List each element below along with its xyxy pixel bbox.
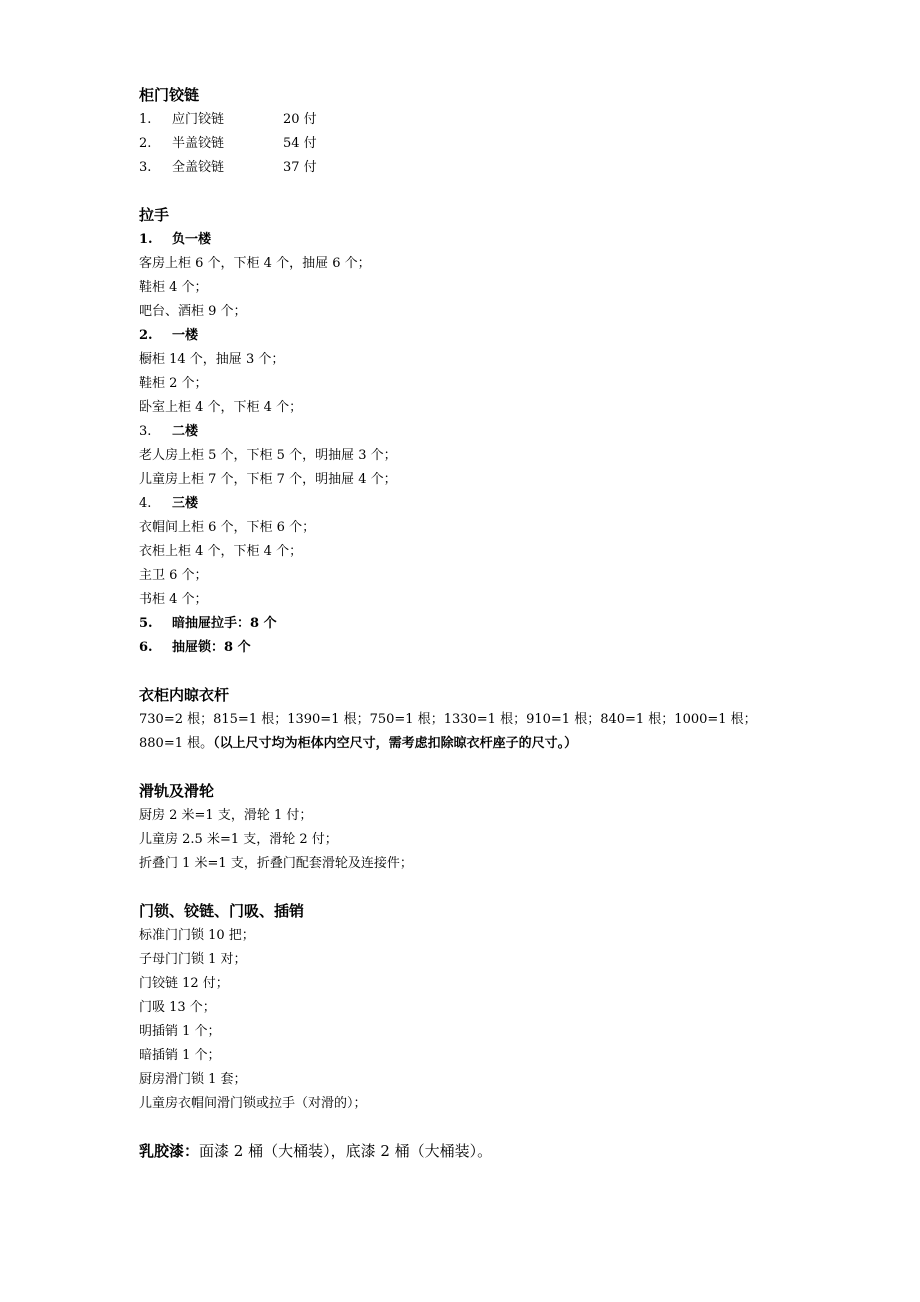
floor-title: 负一楼 bbox=[172, 232, 212, 247]
floor-title: 三楼 bbox=[172, 496, 199, 511]
hinges-heading: 柜门铰链 bbox=[139, 86, 200, 104]
item-name: 半盖铰链 bbox=[172, 136, 225, 151]
floor-heading bbox=[139, 324, 799, 348]
item-name: 全盖铰链 bbox=[172, 160, 225, 175]
paint-text: 面漆 2 桶（大桶装），底漆 2 桶（大桶装）。 bbox=[199, 1142, 493, 1160]
paint-line bbox=[139, 1138, 799, 1164]
floor-number: 1. bbox=[139, 232, 153, 247]
lock-line: 门吸 13 个； bbox=[139, 1000, 216, 1015]
handle-line: 鞋柜 2 个； bbox=[139, 376, 208, 391]
lock-line: 标准门门锁 10 把； bbox=[139, 928, 255, 943]
lock-line: 儿童房衣帽间滑门锁或拉手（对滑的）； bbox=[139, 1096, 367, 1111]
rods-paragraph bbox=[139, 708, 799, 756]
floor-number: 4. bbox=[139, 496, 152, 511]
handle-line: 主卫 6 个； bbox=[139, 568, 208, 583]
item-number: 2. bbox=[139, 136, 152, 151]
document-page bbox=[139, 82, 799, 1164]
floor-title: 二楼 bbox=[172, 424, 199, 439]
handle-line: 鞋柜 4 个； bbox=[139, 280, 208, 295]
handle-line: 衣柜上柜 4 个，下柜 4 个； bbox=[139, 544, 303, 559]
handle-line: 客房上柜 6 个，下柜 4 个，抽屉 6 个； bbox=[139, 256, 371, 271]
lock-line: 明插销 1 个； bbox=[139, 1024, 221, 1039]
floor-title: 一楼 bbox=[172, 328, 199, 343]
lock-line: 门铰链 12 付； bbox=[139, 976, 229, 991]
paint-label: 乳胶漆： bbox=[139, 1142, 200, 1160]
hinge-item bbox=[139, 156, 799, 180]
handles-heading: 拉手 bbox=[139, 206, 170, 224]
item-qty: 20 付 bbox=[283, 112, 317, 127]
rods-note: （以上尺寸均为柜体内空尺寸，需考虑扣除晾衣杆座子的尺寸。） bbox=[213, 736, 578, 751]
lock-line: 厨房滑门锁 1 套； bbox=[139, 1072, 247, 1087]
hinge-item bbox=[139, 108, 799, 132]
item-qty: 54 付 bbox=[283, 136, 317, 151]
handle-line: 儿童房上柜 7 个，下柜 7 个，明抽屉 4 个； bbox=[139, 472, 397, 487]
lock-line: 暗插销 1 个； bbox=[139, 1048, 221, 1063]
rods-heading: 衣柜内晾衣杆 bbox=[139, 686, 230, 704]
handle-line: 老人房上柜 5 个，下柜 5 个，明抽屉 3 个； bbox=[139, 448, 397, 463]
item-number: 5. bbox=[139, 616, 153, 631]
handle-line: 橱柜 14 个，抽屉 3 个； bbox=[139, 352, 285, 367]
item-number: 1. bbox=[139, 112, 152, 127]
item-name: 应门铰链 bbox=[172, 112, 225, 127]
lock-line: 子母门门锁 1 对； bbox=[139, 952, 247, 967]
handle-line: 衣帽间上柜 6 个，下柜 6 个； bbox=[139, 520, 316, 535]
handle-line: 吧台、酒柜 9 个； bbox=[139, 304, 247, 319]
handle-line: 书柜 4 个； bbox=[139, 592, 208, 607]
handle-line: 卧室上柜 4 个，下柜 4 个； bbox=[139, 400, 303, 415]
floor-heading bbox=[139, 420, 799, 444]
floor-heading bbox=[139, 492, 799, 516]
locks-heading: 门锁、铰链、门吸、插销 bbox=[139, 902, 305, 920]
rail-line: 厨房 2 米=1 支，滑轮 1 付； bbox=[139, 808, 313, 823]
rail-line: 儿童房 2.5 米=1 支，滑轮 2 付； bbox=[139, 832, 338, 847]
item-text: 暗抽屉拉手：8 个 bbox=[172, 616, 277, 631]
drawer-locks bbox=[139, 636, 799, 660]
rods-sizes: 730=2 根；815=1 根；1390=1 根；750=1 根；1330=1 根；910=1 根；840=1 根；1000=1 根；880=1 根。 bbox=[139, 712, 757, 751]
floor-number: 3. bbox=[139, 424, 152, 439]
hinge-item bbox=[139, 132, 799, 156]
item-number: 3. bbox=[139, 160, 152, 175]
item-qty: 37 付 bbox=[283, 160, 317, 175]
item-number: 6. bbox=[139, 640, 153, 655]
item-text: 抽屉锁：8 个 bbox=[172, 640, 251, 655]
rails-heading: 滑轨及滑轮 bbox=[139, 782, 215, 800]
floor-number: 2. bbox=[139, 328, 153, 343]
floor-heading bbox=[139, 228, 799, 252]
hidden-drawer-handles bbox=[139, 612, 799, 636]
rail-line: 折叠门 1 米=1 支，折叠门配套滑轮及连接件； bbox=[139, 856, 413, 871]
